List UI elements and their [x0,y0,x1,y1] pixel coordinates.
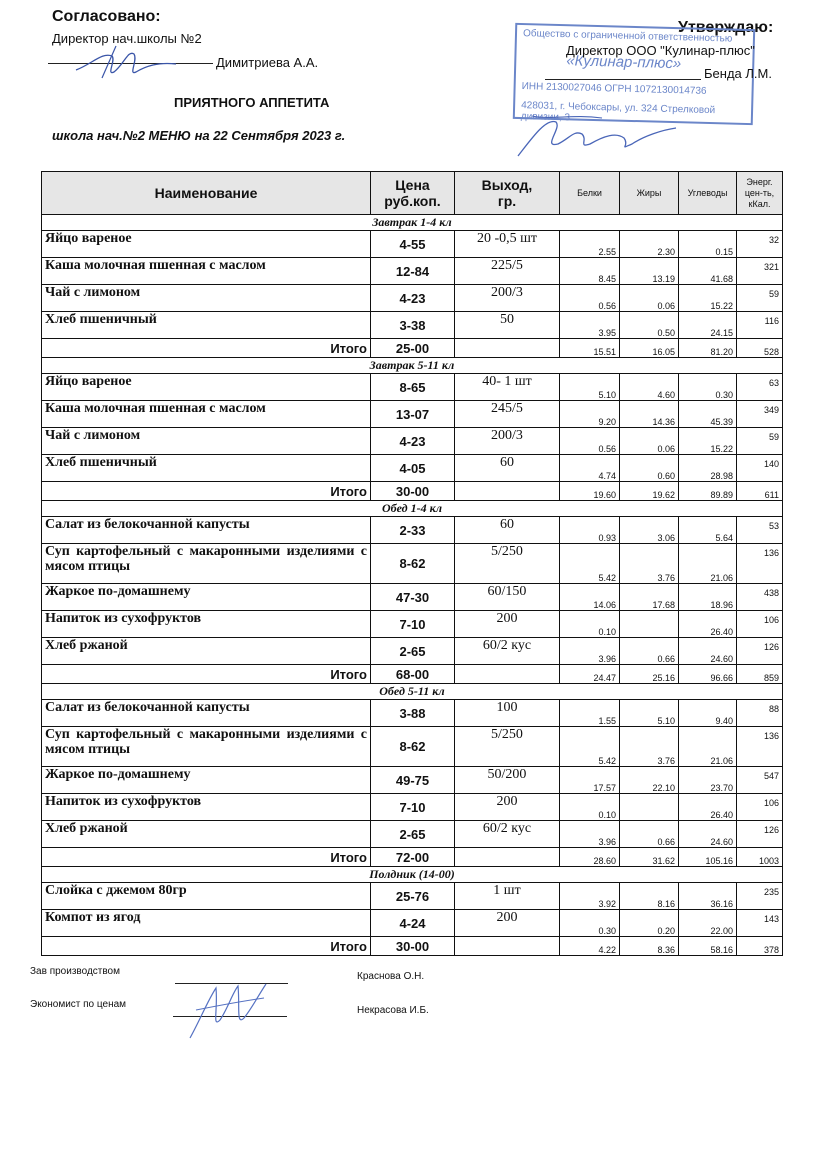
item-energy: 349 [737,401,783,428]
item-fat: 4.60 [620,374,679,401]
item-protein: 4.74 [560,455,620,482]
item-fat [620,794,679,821]
item-name: Чай с лимоном [42,428,371,455]
item-fat: 8.16 [620,883,679,910]
section-title: Обед 1-4 кл [42,501,783,517]
item-price: 4-55 [371,231,455,258]
item-fat: 3.76 [620,544,679,584]
item-price: 12-84 [371,258,455,285]
item-energy: 235 [737,883,783,910]
item-output: 1 шт [455,883,560,910]
approve-name: Бенда Л.М. [704,66,772,81]
item-output: 60 [455,455,560,482]
total-energy: 859 [737,665,783,684]
col-carbs-header: Углеводы [679,172,737,215]
item-name: Хлеб пшеничный [42,455,371,482]
item-fat: 0.20 [620,910,679,937]
item-price: 7-10 [371,611,455,638]
item-price: 3-38 [371,312,455,339]
item-carbs: 22.00 [679,910,737,937]
total-label: Итого [42,665,371,684]
item-price: 25-76 [371,883,455,910]
agreed-position: Директор нач.школы №2 [52,31,202,46]
item-fat: 17.68 [620,584,679,611]
item-name: Яйцо вареное [42,231,371,258]
item-output: 20 -0,5 шт [455,231,560,258]
approve-position: Директор ООО "Кулинар-плюс" [566,43,755,58]
item-energy: 59 [737,285,783,312]
agreed-name: Димитриева А.А. [216,55,319,70]
total-fat: 19.62 [620,482,679,501]
col-price-header: Цена руб.коп. [371,172,455,215]
item-output: 200 [455,794,560,821]
table-header-row [42,172,783,215]
total-protein: 28.60 [560,848,620,867]
item-carbs: 15.22 [679,428,737,455]
total-carbs: 81.20 [679,339,737,358]
menu-item-row [42,821,783,848]
item-name: Напиток из сухофруктов [42,794,371,821]
item-energy: 136 [737,727,783,767]
greeting: ПРИЯТНОГО АППЕТИТА [174,95,330,110]
item-name: Хлеб ржаной [42,638,371,665]
section-title: Полдник (14-00) [42,867,783,883]
item-output: 100 [455,700,560,727]
section-row [42,215,783,231]
item-energy: 136 [737,544,783,584]
item-energy: 126 [737,638,783,665]
item-carbs: 24.15 [679,312,737,339]
approve-title: Утверждаю: [678,19,774,36]
item-energy: 321 [737,258,783,285]
menu-item-row [42,517,783,544]
item-protein: 3.95 [560,312,620,339]
economist-label: Экономист по ценам [30,999,127,1010]
total-energy: 528 [737,339,783,358]
item-name: Жаркое по-домашнему [42,584,371,611]
total-price: 68-00 [371,665,455,684]
item-carbs: 0.15 [679,231,737,258]
total-output-empty [455,848,560,867]
section-row [42,684,783,700]
col-protein-header: Белки [560,172,620,215]
section-title: Обед 5-11 кл [42,684,783,700]
item-protein: 5.42 [560,544,620,584]
item-name: Чай с лимоном [42,285,371,312]
item-carbs: 36.16 [679,883,737,910]
item-name: Жаркое по-домашнему [42,767,371,794]
item-fat: 0.06 [620,285,679,312]
item-price: 2-65 [371,638,455,665]
item-output: 200 [455,910,560,937]
item-energy: 106 [737,794,783,821]
menu-body [42,215,783,956]
item-carbs: 24.60 [679,821,737,848]
item-price: 49-75 [371,767,455,794]
menu-item-row [42,883,783,910]
item-carbs: 15.22 [679,285,737,312]
item-protein: 0.10 [560,794,620,821]
item-price: 4-05 [371,455,455,482]
item-carbs: 26.40 [679,794,737,821]
item-fat [620,611,679,638]
total-fat: 16.05 [620,339,679,358]
item-price: 47-30 [371,584,455,611]
col-fat-header: Жиры [620,172,679,215]
item-fat: 0.50 [620,312,679,339]
item-carbs: 26.40 [679,611,737,638]
item-output: 60/2 кус [455,821,560,848]
item-energy: 547 [737,767,783,794]
total-output-empty [455,482,560,501]
item-name: Хлеб ржаной [42,821,371,848]
item-name: Слойка с джемом 80гр [42,883,371,910]
item-carbs: 41.68 [679,258,737,285]
menu-title: школа нач.№2 МЕНЮ на 22 Сентября 2023 г. [52,128,346,143]
total-output-empty [455,665,560,684]
agreed-signature [72,42,182,82]
item-protein: 8.45 [560,258,620,285]
item-price: 2-33 [371,517,455,544]
production-label: Зав производством [30,966,120,977]
item-protein: 5.10 [560,374,620,401]
menu-item-row [42,455,783,482]
total-price: 30-00 [371,482,455,501]
item-fat: 3.06 [620,517,679,544]
total-price: 72-00 [371,848,455,867]
item-energy: 63 [737,374,783,401]
item-output: 50/200 [455,767,560,794]
item-carbs: 21.06 [679,544,737,584]
total-protein: 15.51 [560,339,620,358]
menu-item-row [42,910,783,937]
section-row [42,867,783,883]
approve-signature [512,108,682,163]
total-energy: 378 [737,937,783,956]
item-fat: 0.66 [620,638,679,665]
item-price: 8-65 [371,374,455,401]
item-carbs: 23.70 [679,767,737,794]
item-energy: 32 [737,231,783,258]
stamp-line-2: «Кулинар-плюс» [566,52,682,73]
item-energy: 106 [737,611,783,638]
item-protein: 3.96 [560,821,620,848]
item-output: 60/150 [455,584,560,611]
item-protein: 14.06 [560,584,620,611]
section-title: Завтрак 1-4 кл [42,215,783,231]
item-protein: 0.93 [560,517,620,544]
agreed-title: Согласовано: [52,8,161,25]
item-price: 4-23 [371,285,455,312]
item-price: 4-23 [371,428,455,455]
total-row [42,848,783,867]
stamp-line-1: Общество с ограниченной ответственностью [522,28,733,45]
item-name: Салат из белокочанной капусты [42,700,371,727]
total-fat: 31.62 [620,848,679,867]
menu-item-row [42,231,783,258]
menu-item-row [42,258,783,285]
menu-item-row [42,374,783,401]
total-carbs: 89.89 [679,482,737,501]
item-name: Хлеб пшеничный [42,312,371,339]
item-price: 7-10 [371,794,455,821]
item-energy: 126 [737,821,783,848]
item-name: Каша молочная пшенная с маслом [42,258,371,285]
item-name: Яйцо вареное [42,374,371,401]
item-output: 40- 1 шт [455,374,560,401]
item-fat: 5.10 [620,700,679,727]
item-fat: 2.30 [620,231,679,258]
menu-item-row [42,544,783,584]
item-output: 200/3 [455,428,560,455]
item-protein: 1.55 [560,700,620,727]
total-energy: 611 [737,482,783,501]
item-carbs: 21.06 [679,727,737,767]
item-protein: 3.96 [560,638,620,665]
total-fat: 8.36 [620,937,679,956]
total-row [42,937,783,956]
item-output: 50 [455,312,560,339]
menu-item-row [42,401,783,428]
menu-item-row [42,584,783,611]
item-carbs: 28.98 [679,455,737,482]
item-carbs: 45.39 [679,401,737,428]
item-carbs: 24.60 [679,638,737,665]
item-protein: 0.30 [560,910,620,937]
section-row [42,358,783,374]
item-protein: 0.56 [560,285,620,312]
menu-item-row [42,727,783,767]
item-protein: 0.56 [560,428,620,455]
item-name: Суп картофельный с макаронными изделиями с мясом птицы [42,544,371,584]
item-output: 225/5 [455,258,560,285]
item-fat: 22.10 [620,767,679,794]
total-label: Итого [42,339,371,358]
item-carbs: 0.30 [679,374,737,401]
total-label: Итого [42,848,371,867]
total-label: Итого [42,937,371,956]
stamp-line-4: 428031, г. Чебоксары, ул. 324 Стрелковой дивизии, 3 [520,100,716,124]
total-row [42,482,783,501]
item-fat: 14.36 [620,401,679,428]
item-price: 8-62 [371,727,455,767]
item-protein: 0.10 [560,611,620,638]
item-energy: 438 [737,584,783,611]
col-name-header: Наименование [42,172,371,215]
total-output-empty [455,339,560,358]
item-protein: 9.20 [560,401,620,428]
item-carbs: 5.64 [679,517,737,544]
item-carbs: 18.96 [679,584,737,611]
item-price: 2-65 [371,821,455,848]
item-energy: 88 [737,700,783,727]
item-energy: 59 [737,428,783,455]
menu-item-row [42,638,783,665]
total-carbs: 96.66 [679,665,737,684]
total-protein: 4.22 [560,937,620,956]
total-carbs: 58.16 [679,937,737,956]
menu-item-row [42,285,783,312]
item-protein: 2.55 [560,231,620,258]
menu-item-row [42,428,783,455]
item-energy: 143 [737,910,783,937]
item-output: 5/250 [455,727,560,767]
total-row [42,339,783,358]
approve-signature-line [545,79,701,80]
total-row [42,665,783,684]
menu-item-row [42,700,783,727]
col-energy-header: Энерг. цен-ть, кКал. [737,172,783,215]
item-output: 200/3 [455,285,560,312]
total-output-empty [455,937,560,956]
item-fat: 0.60 [620,455,679,482]
item-energy: 53 [737,517,783,544]
item-price: 3-88 [371,700,455,727]
total-carbs: 105.16 [679,848,737,867]
item-price: 13-07 [371,401,455,428]
economist-signature [186,980,276,1042]
item-fat: 0.06 [620,428,679,455]
item-output: 5/250 [455,544,560,584]
menu-item-row [42,312,783,339]
menu-item-row [42,611,783,638]
item-protein: 5.42 [560,727,620,767]
economist-name: Некрасова И.Б. [357,1005,429,1016]
item-fat: 3.76 [620,727,679,767]
total-protein: 24.47 [560,665,620,684]
menu-item-row [42,767,783,794]
item-fat: 13.19 [620,258,679,285]
item-energy: 116 [737,312,783,339]
item-protein: 17.57 [560,767,620,794]
total-price: 30-00 [371,937,455,956]
item-name: Суп картофельный с макаронными изделиями с мясом птицы [42,727,371,767]
item-price: 4-24 [371,910,455,937]
section-title: Завтрак 5-11 кл [42,358,783,374]
production-name: Краснова О.Н. [357,971,425,982]
item-output: 60 [455,517,560,544]
item-output: 200 [455,611,560,638]
menu-item-row [42,794,783,821]
item-name: Напиток из сухофруктов [42,611,371,638]
item-name: Салат из белокочанной капусты [42,517,371,544]
total-fat: 25.16 [620,665,679,684]
section-row [42,501,783,517]
item-price: 8-62 [371,544,455,584]
total-protein: 19.60 [560,482,620,501]
col-output-header: Выход, гр. [455,172,560,215]
item-carbs: 9.40 [679,700,737,727]
total-price: 25-00 [371,339,455,358]
item-output: 245/5 [455,401,560,428]
item-output: 60/2 кус [455,638,560,665]
item-fat: 0.66 [620,821,679,848]
item-name: Компот из ягод [42,910,371,937]
item-energy: 140 [737,455,783,482]
total-label: Итого [42,482,371,501]
menu-table [41,171,783,956]
item-protein: 3.92 [560,883,620,910]
item-name: Каша молочная пшенная с маслом [42,401,371,428]
stamp-line-3: ИНН 2130027046 ОГРН 1072130014736 [521,81,707,97]
total-energy: 1003 [737,848,783,867]
